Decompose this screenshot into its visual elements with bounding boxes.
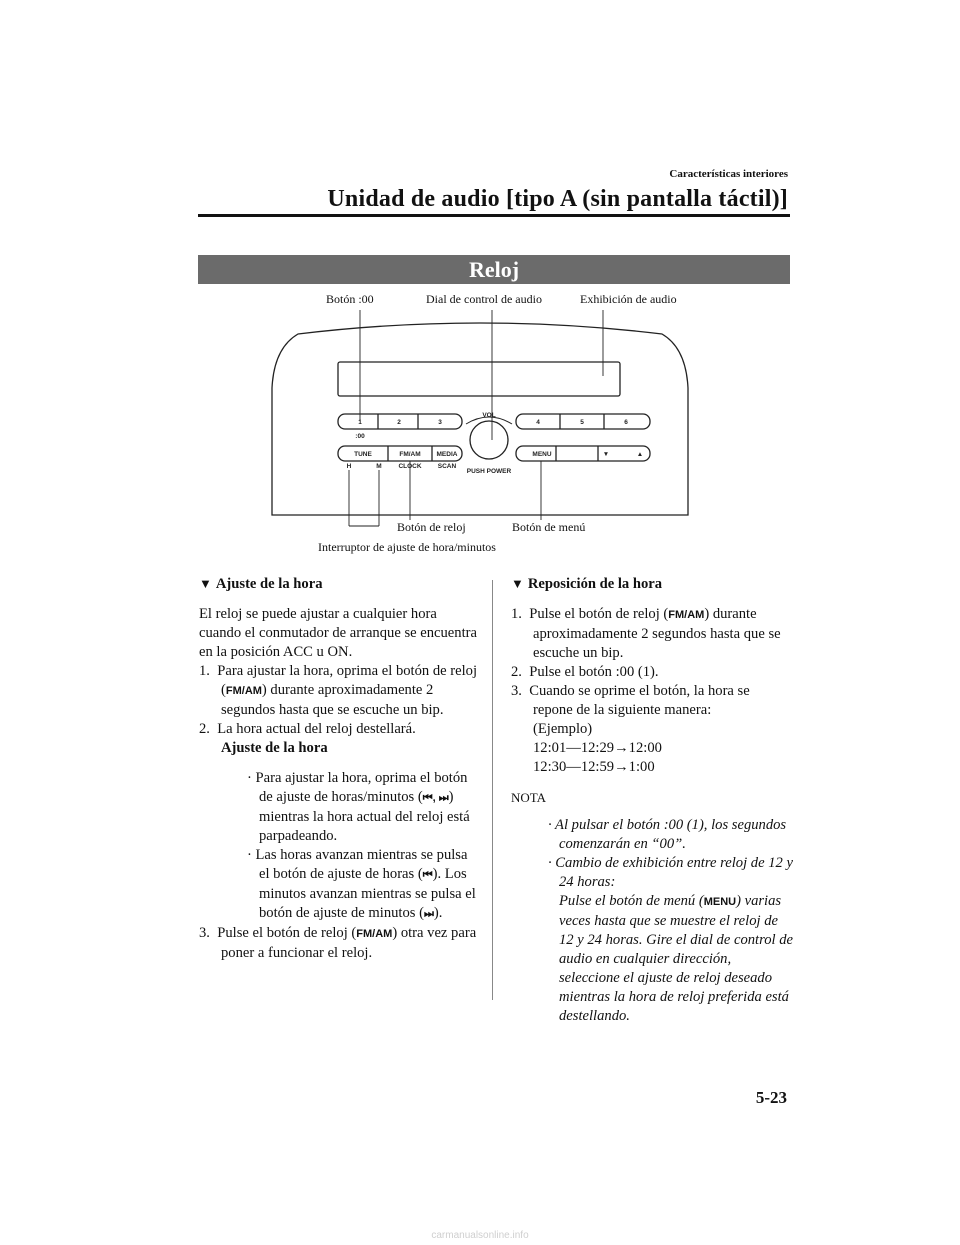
section-header: Características interiores xyxy=(669,168,788,180)
note-label: NOTA xyxy=(511,790,547,805)
preset-6-label: 6 xyxy=(624,419,628,426)
audio-unit-figure xyxy=(260,290,700,550)
section-banner: Reloj xyxy=(198,255,790,284)
fmam-label: FM/AM xyxy=(399,451,421,458)
left-column xyxy=(199,574,481,963)
left-bullet-1: · Para ajustar la hora, oprima el botón de ajuste de horas/minutos (⏮, ⏭) mientras la hora actual del reloj está parpadeando. xyxy=(247,770,470,844)
left-bullet-2: · Las horas avanzan mientras se pulsa el botón de ajuste de horas (⏮). Los minutos avanzan mientras se pulsa el botón de ajuste de minutos (⏭). xyxy=(247,847,476,921)
push-power-label: PUSH POWER xyxy=(466,468,512,475)
left-step-2: 2. La hora actual del reloj destellará. xyxy=(199,721,416,737)
preset-1-label: 1 xyxy=(358,419,362,426)
example-1: 12:01―12:29→12:00 xyxy=(533,740,662,756)
callout-hm-switch: Interruptor de ajuste de hora/minutos xyxy=(318,540,496,554)
media-label: MEDIA xyxy=(436,451,458,458)
right-column xyxy=(511,574,793,1026)
bullet-dot-icon: · xyxy=(548,855,556,871)
note-1: · Al pulsar el botón :00 (1), los segundos comenzarán en “00”. xyxy=(548,817,787,852)
callout-dial: Dial de control de audio xyxy=(426,292,542,306)
preset-3-label: 3 xyxy=(438,419,442,426)
preset-4-label: 4 xyxy=(536,419,540,426)
h-label: H xyxy=(346,463,352,470)
bullet-dot-icon: · xyxy=(247,847,256,863)
right-step-3: 3. Cuando se oprime el botón, la hora se repone de la siguiente manera: xyxy=(511,683,750,718)
callout-menu-button: Botón de menú xyxy=(512,520,586,534)
callout-clock-button: Botón de reloj xyxy=(397,520,466,534)
page-number: 5-23 xyxy=(755,1088,787,1107)
volume-dial xyxy=(470,421,508,459)
left-step-3: 3. Pulse el botón de reloj (FM/AM) otra vez para poner a funcionar el reloj. xyxy=(199,925,477,961)
zero-label: :00 xyxy=(355,433,365,440)
right-heading: Reposición de la hora xyxy=(527,576,663,592)
vol-label: VOL xyxy=(482,412,496,419)
bullet-dot-icon: · xyxy=(247,770,256,786)
left-heading: Ajuste de la hora xyxy=(215,576,323,592)
example-2: 12:30―12:59→1:00 xyxy=(533,759,655,775)
right-step-2: 2. Pulse el botón :00 (1). xyxy=(511,664,659,680)
up-label: ▲ xyxy=(636,451,644,458)
column-divider xyxy=(492,580,493,1000)
example-label: (Ejemplo) xyxy=(533,721,593,737)
watermark: carmanualsonline.info xyxy=(431,1230,529,1241)
triangle-down-icon: ▼ xyxy=(511,576,524,591)
page-title: Unidad de audio [tipo A (sin pantalla táctil)] xyxy=(327,186,788,212)
triangle-down-icon: ▼ xyxy=(199,576,212,591)
bullet-dot-icon: · xyxy=(548,817,556,833)
display-window xyxy=(338,362,620,396)
left-intro: El reloj se puede ajustar a cualquier hora cuando el conmutador de arranque se encuentra en la posición ACC u ON. xyxy=(199,606,477,660)
left-step-2-sub: Ajuste de la hora xyxy=(221,740,328,756)
tune-label: TUNE xyxy=(354,451,372,458)
scan-label: SCAN xyxy=(437,463,457,470)
preset-5-label: 5 xyxy=(580,419,584,426)
callout-display: Exhibición de audio xyxy=(580,292,677,306)
note-2: · Cambio de exhibición entre reloj de 12 y 24 horas: xyxy=(548,855,793,890)
preset-2-label: 2 xyxy=(397,419,401,426)
down-label: ▼ xyxy=(602,451,610,458)
note-2-body: Pulse el botón de menú (MENU) varias veces hasta que se muestre el reloj de 12 y 24 horas. Gire el dial de control de audio en cualquier dirección, seleccione el ajuste de reloj deseado mientras la hora de reloj preferida está destellando. xyxy=(559,893,794,1024)
menu-label: MENU xyxy=(532,451,552,458)
clock-label: CLOCK xyxy=(398,463,422,470)
right-step-1: 1. Pulse el botón de reloj (FM/AM) durante aproximadamente 2 segundos hasta que se escuche un bip. xyxy=(511,606,781,661)
left-step-1: 1. Para ajustar la hora, oprima el botón de reloj (FM/AM) durante aproximadamente 2 segundos hasta que se escuche un bip. xyxy=(199,663,478,718)
m-label: M xyxy=(376,463,382,470)
header-rule xyxy=(198,214,790,217)
callout-btn00: Botón :00 xyxy=(326,292,374,306)
